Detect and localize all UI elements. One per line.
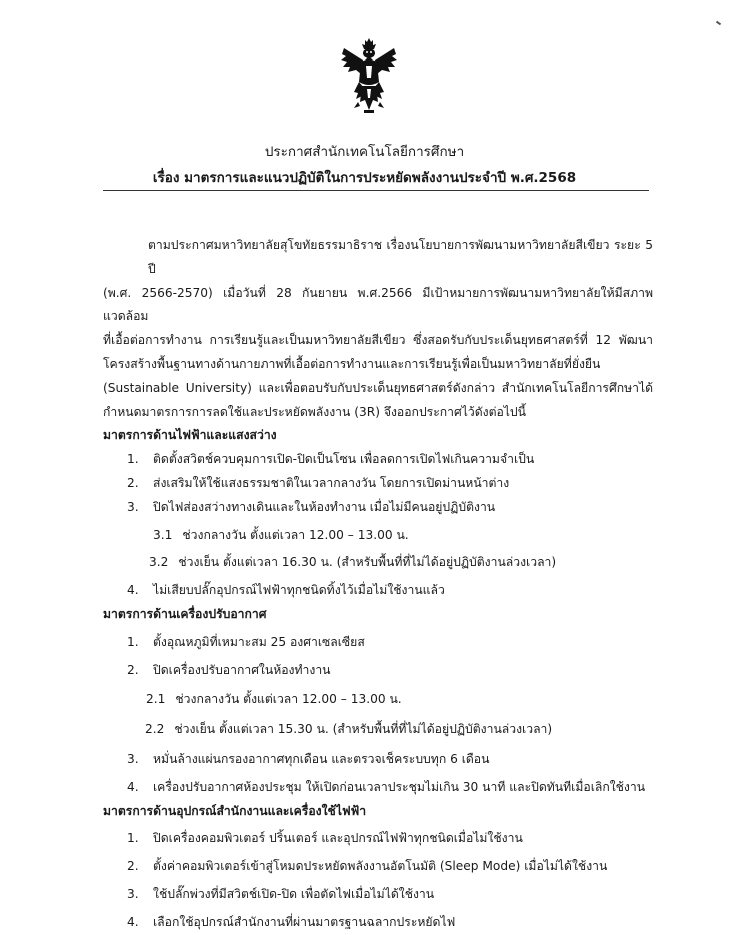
announcement-subject: เรื่อง มาตรการและแนวปฏิบัติในการประหยัดพลังงานประจำปี พ.ศ.2568 bbox=[152, 170, 577, 186]
intro-line: (Sustainable University) และเพื่อตอบรับกับประเด็นยุทธศาสตร์ดังกล่าว สำนักเทคโนโลยีการศึกษาได้ bbox=[103, 380, 653, 395]
sub-list-item: 3.2 ช่วงเย็น ตั้งแต่เวลา 16.30 น. (สำหรับพื้นที่ที่ไม่ได้อยู่ปฏิบัติงานล่วงเวลา) bbox=[149, 555, 557, 570]
list-item: 3. ใช้ปลั๊กพ่วงที่มีสวิตช์เปิด-ปิด เพื่อตัดไฟเมื่อไม่ได้ใช้งาน bbox=[127, 886, 435, 901]
list-item: 4. เลือกใช้อุปกรณ์สำนักงานที่ผ่านมาตรฐานฉลากประหยัดไฟ bbox=[127, 914, 456, 929]
list-item: 4. ไม่เสียบปลั๊กอุปกรณ์ไฟฟ้าทุกชนิดทิ้งไว้เมื่อไม่ใช้งานแล้ว bbox=[127, 583, 445, 598]
list-item: 1. ปิดเครื่องคอมพิวเตอร์ ปริ้นเตอร์ และอุปกรณ์ไฟฟ้าทุกชนิดเมื่อไม่ใช้งาน bbox=[127, 831, 523, 846]
intro-line: ที่เอื้อต่อการทำงาน การเรียนรู้และเป็นมหาวิทยาลัยสีเขียว ซึ่งสอดรับกับประเด็นยุทธศาสตร์ที่ 12 พัฒนา bbox=[103, 333, 653, 348]
intro-paragraph bbox=[103, 234, 653, 424]
list-item: 3. หมั่นล้างแผ่นกรองอากาศทุกเดือน และตรวจเช็คระบบทุก 6 เดือน bbox=[127, 751, 490, 766]
list-item: 2. ปิดเครื่องปรับอากาศในห้องทำงาน bbox=[127, 662, 331, 677]
list-item: 3. ปิดไฟส่องสว่างทางเดินและในห้องทำงาน เมื่อไม่มีคนอยู่ปฏิบัติงาน bbox=[127, 499, 496, 514]
scan-speck bbox=[716, 21, 721, 26]
section-heading-air-conditioning: มาตรการด้านเครื่องปรับอากาศ bbox=[103, 606, 267, 621]
section-heading-lighting: มาตรการด้านไฟฟ้าและแสงสว่าง bbox=[103, 428, 277, 443]
garuda-emblem-icon bbox=[340, 36, 398, 116]
list-item: 2. ตั้งค่าคอมพิวเตอร์เข้าสู่โหมดประหยัดพลังงานอัตโนมัติ (Sleep Mode) เมื่อไม่ได้ใช้งาน bbox=[127, 859, 608, 874]
intro-line: ตามประกาศมหาวิทยาลัยสุโขทัยธรรมาธิราช เรื่องนโยบายการพัฒนามหาวิทยาลัยสีเขียว ระยะ 5 ปี bbox=[148, 238, 653, 276]
document-body bbox=[103, 234, 653, 935]
intro-line: โครงสร้างพื้นฐานทางด้านกายภาพที่เอื้อต่อการทำงานและการเรียนรู้เพื่อเป็นมหาวิทยาลัยที่ยั่งยืน bbox=[103, 356, 601, 371]
list-item: 4. เครื่องปรับอากาศห้องประชุม ให้เปิดก่อนเวลาประชุมไม่เกิน 30 นาที และปิดทันทีเมื่อเลิกใช้งาน bbox=[127, 779, 646, 794]
sub-list-item: 2.1 ช่วงกลางวัน ตั้งแต่เวลา 12.00 – 13.00 น. bbox=[146, 692, 402, 707]
list-item: 1. ตั้งอุณหภูมิที่เหมาะสม 25 องศาเซลเซียส bbox=[127, 634, 365, 649]
header-divider bbox=[103, 190, 649, 191]
section-heading-office-equipment: มาตรการด้านอุปกรณ์สำนักงานและเครื่องใช้ไฟฟ้า bbox=[103, 803, 367, 818]
intro-line: กำหนดมาตรการการลดใช้และประหยัดพลังงาน (3R) จึงออกประกาศไว้ดังต่อไปนี้ bbox=[103, 404, 526, 419]
list-item: 2. ส่งเสริมให้ใช้แสงธรรมชาติในเวลากลางวัน โดยการเปิดม่านหน้าต่าง bbox=[127, 475, 510, 490]
sub-list-item: 2.2 ช่วงเย็น ตั้งแต่เวลา 15.30 น. (สำหรับพื้นที่ที่ไม่ได้อยู่ปฏิบัติงานล่วงเวลา) bbox=[145, 722, 553, 737]
sub-list-item: 3.1 ช่วงกลางวัน ตั้งแต่เวลา 12.00 – 13.00 น. bbox=[153, 527, 409, 542]
announcement-title: ประกาศสำนักเทคโนโลยีการศึกษา bbox=[264, 144, 465, 160]
intro-line: (พ.ศ. 2566-2570) เมื่อวันที่ 28 กันยายน พ.ศ.2566 มีเป้าหมายการพัฒนามหาวิทยาลัยให้มีสภาพแวดล้อม bbox=[103, 285, 653, 324]
list-item: 1. ติดตั้งสวิตช์ควบคุมการเปิด-ปิดเป็นโซน เพื่อลดการเปิดไฟเกินความจำเป็น bbox=[127, 452, 535, 467]
